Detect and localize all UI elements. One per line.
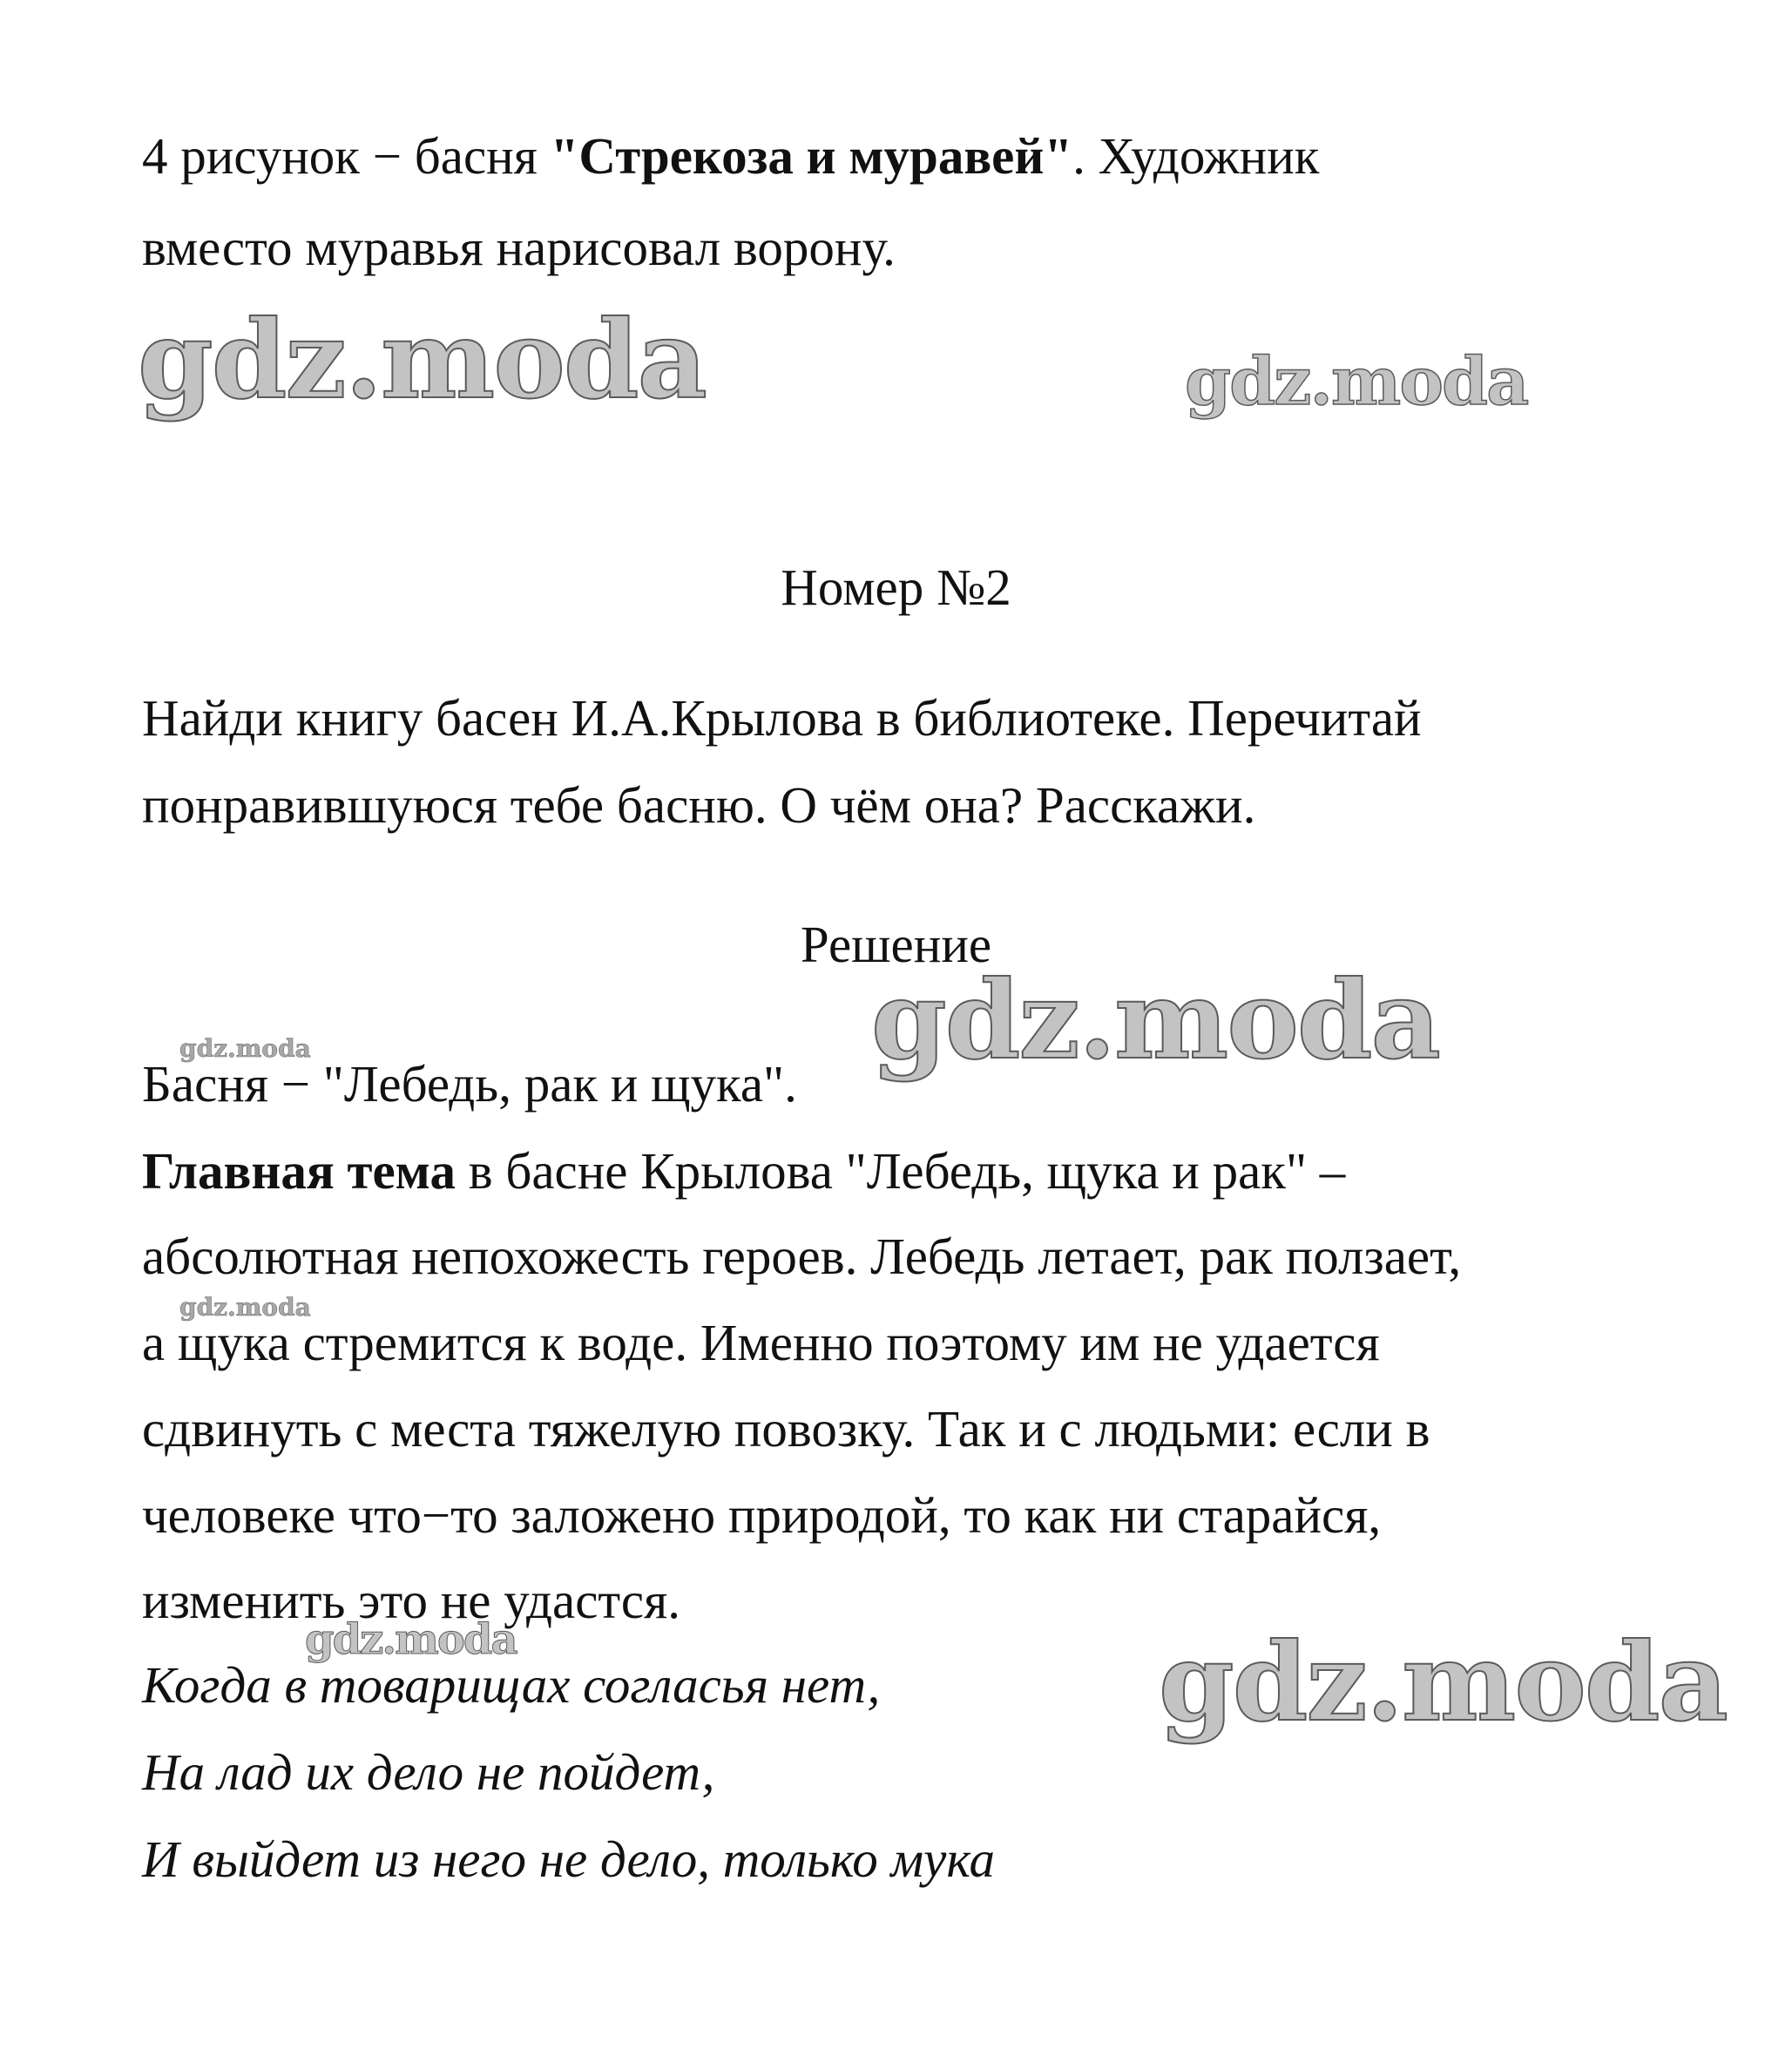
quote-line-1: Когда в товарищах согласья нет, [142,1656,881,1714]
body-line-4: человеке что−то заложено природой, то как ни старайся, [142,1486,1382,1544]
body-line-1: абсолютная непохожесть героев. Лебедь летает, рак ползает, [142,1228,1462,1285]
intro-line-1-prefix: 4 рисунок − басня [142,127,551,185]
fable-title-bold: "Стрекоза и муравей" [550,127,1073,185]
watermark-medium-1: gdz.moda [1185,342,1528,420]
body-line-2: а щука стремится к воде. Именно поэтому им не удается [142,1314,1380,1371]
theme-bold: Главная тема [142,1142,456,1200]
watermark-small-2: gdz.moda [179,1293,311,1322]
task-line-1: Найди книгу басен И.А.Крылова в библиотеке. Перечитай [142,689,1422,747]
task-heading: Номер №2 [781,558,1011,616]
fable-line: Басня − "Лебедь, рак и щука". [142,1055,797,1113]
quote-line-2: На лад их дело не пойдет, [142,1743,715,1801]
watermark-medium-2: gdz.moda [305,1615,517,1664]
watermark-large-3: gdz.moda [1159,1620,1727,1746]
theme-rest: в басне Крылова "Лебедь, щука и рак" – [455,1142,1346,1200]
watermark-large-2: gdz.moda [871,957,1439,1084]
quote-line-3: И выйдет из него не дело, только мука [142,1830,995,1888]
body-line-5: изменить это не удастся. [142,1572,681,1629]
intro-line-1 [142,127,1320,185]
body-line-3: сдвинуть с места тяжелую повозку. Так и с людьми: если в [142,1400,1430,1458]
theme-line [142,1142,1346,1200]
intro-line-1-suffix: . Художник [1072,127,1320,185]
watermark-small-1: gdz.moda [179,1034,311,1063]
task-line-2: понравившуюся тебе басню. О чём она? Расскажи. [142,776,1256,834]
solution-heading: Решение [800,916,992,973]
intro-line-2: вместо муравья нарисовал ворону. [142,219,896,276]
watermark-large-1: gdz.moda [138,297,706,423]
